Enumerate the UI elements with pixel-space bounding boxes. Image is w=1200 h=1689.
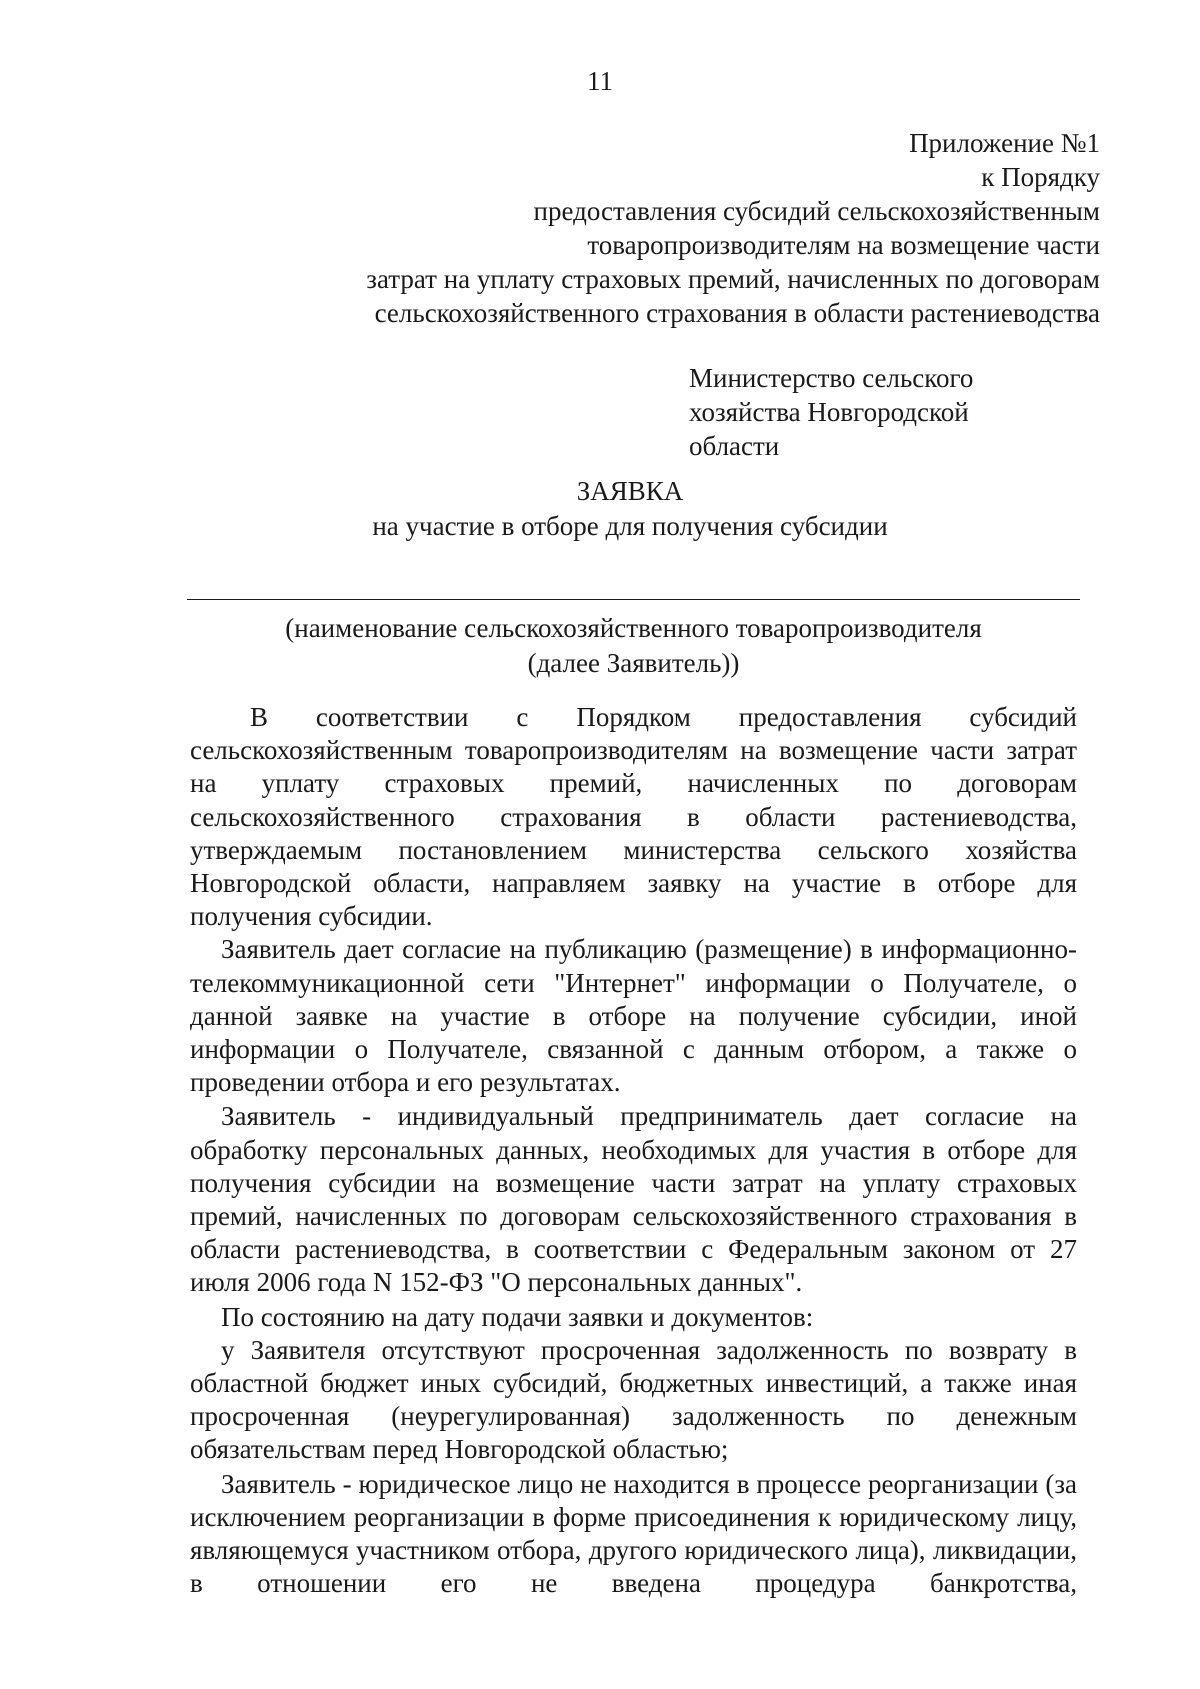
document-subtitle: на участие в отборе для получения субсидии [372, 511, 888, 541]
appendix-reference [200, 126, 1100, 330]
page-number: 11 [587, 66, 613, 96]
addressee-line: хозяйства Новгородской [689, 397, 969, 427]
caption-line: (далее Заявитель)) [527, 648, 740, 678]
paragraph-no-debt: у Заявителя отсутствуют просроченная задолженность по возврату в областной бюджет иных субсидий, бюджетных инвестиций, а также иная просроченная (неурегулированная) задолженность по денежным обязательствам перед Новгородской областью; [190, 1334, 1077, 1465]
appendix-line: предоставления субсидий сельскохозяйственным [533, 196, 1100, 226]
appendix-line: затрат на уплату страховых премий, начисленных по договорам [366, 264, 1100, 294]
document-title: ЗАЯВКА [576, 476, 684, 506]
paragraph-no-reorganization: Заявитель - юридическое лицо не находится в процессе реорганизации (за исключением реорганизации в форме присоединения к юридическому лицу, являющемуся участником отбора, другого юридического лица), ликвидации, в отношении его не введена процедура банкротства, [190, 1468, 1077, 1599]
appendix-line: товаропроизводителям на возмещение части [587, 230, 1100, 260]
paragraph-regulation-reference: В соответствии с Порядком предоставления субсидий сельскохозяйственным товаропроизводителям на возмещение части затрат на уплату страховых премий, начисленных по договорам сельскохозяйственного страхования в области растениеводства, утверждаемым постановлением министерства сельского хозяйства Новгородской области, направляем заявку на участие в отборе для получения субсидии. [190, 702, 1077, 932]
application-body [190, 701, 1077, 1600]
applicant-name-fill-line [187, 599, 1080, 600]
paragraph-personal-data-consent: Заявитель - индивидуальный предприниматель дает согласие на обработку персональных данных, необходимых для участия в отборе для получения субсидии на возмещение части затрат на уплату страховых премий, начисленных по договорам сельскохозяйственного страхования в области растениеводства, в соответствии с Федеральным законом от 27 июля 2006 года N 152-ФЗ "О персональных данных". [190, 1101, 1077, 1298]
appendix-line: Приложение №1 [909, 128, 1100, 158]
caption-line: (наименование сельскохозяйственного товаропроизводителя [285, 613, 982, 643]
paragraph-status-date: По состоянию на дату подачи заявки и документов: [221, 1301, 814, 1332]
appendix-line: к Порядку [981, 162, 1100, 192]
paragraph-publication-consent: Заявитель дает согласие на публикацию (размещение) в информационно-телекоммуникационной сети "Интернет" информации о Получателе, о данной заявке на участие в отборе на получение субсидии, иной информации о Получателе, связанной с данным отбором, а также о проведении отбора и его результатах. [190, 934, 1077, 1098]
addressee-line: области [689, 431, 780, 461]
addressee-line: Министерство сельского [689, 363, 974, 393]
addressee [689, 361, 1109, 463]
applicant-name-caption [187, 611, 1080, 681]
appendix-line: сельскохозяйственного страхования в области растениеводства [374, 298, 1100, 328]
